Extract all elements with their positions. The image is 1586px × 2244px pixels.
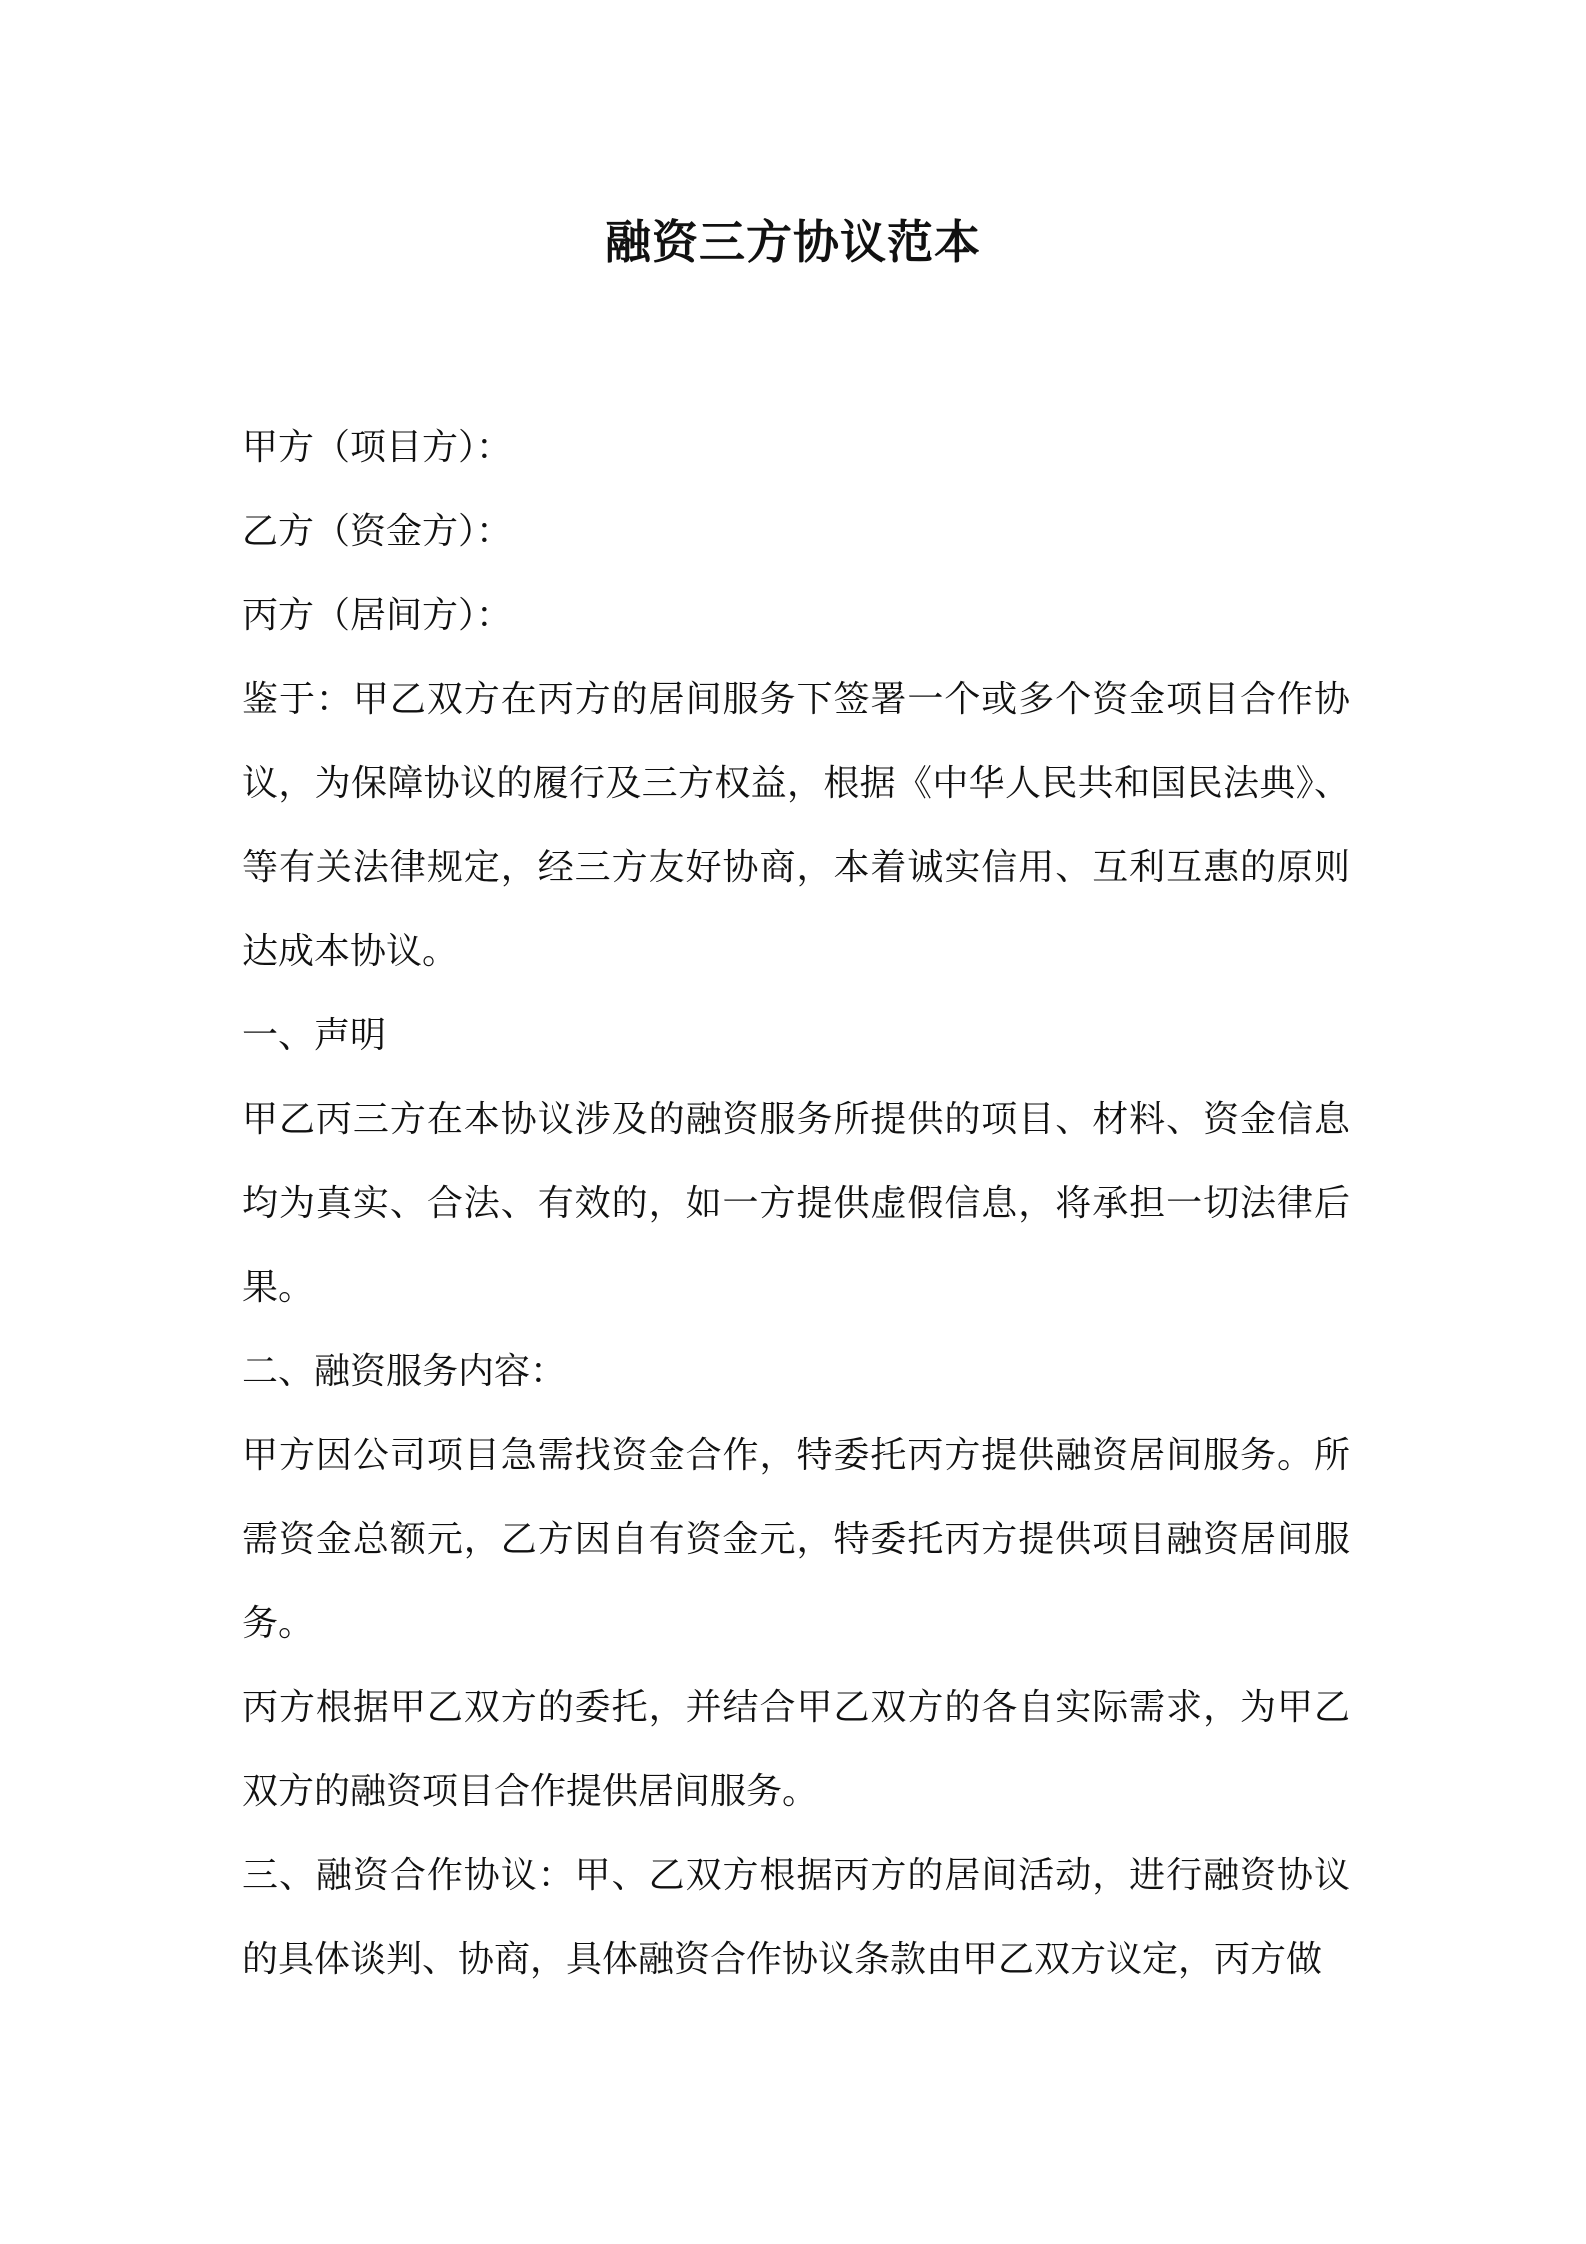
section-1-heading: 一、声明: [242, 1015, 387, 1056]
party-a-line: 甲方（项目方）：: [242, 427, 513, 468]
party-c-line: 丙方（居间方）：: [242, 595, 513, 636]
section-2-paragraph-1: 甲方因公司项目急需找资金合作，特委托丙方提供融资居间服务。所需资金总额元，乙方因自有资金元，特委托丙方提供项目融资居间服务。: [242, 1435, 1350, 1644]
section-2-paragraph-2: 丙方根据甲乙双方的委托，并结合甲乙双方的各自实际需求，为甲乙双方的融资项目合作提供居间服务。: [242, 1687, 1350, 1812]
whereas-paragraph: 鉴于：甲乙双方在丙方的居间服务下签署一个或多个资金项目合作协议，为保障协议的履行及三方权益，根据《中华人民共和国民法典》、等有关法律规定，经三方友好协商，本着诚实信用、互利互惠的原则达成本协议。: [242, 679, 1350, 972]
document-body: [242, 406, 1350, 2002]
party-b-line: 乙方（资金方）：: [242, 511, 513, 552]
section-2-heading: 二、融资服务内容：: [242, 1351, 567, 1392]
section-3-paragraph: 三、融资合作协议：甲、乙双方根据丙方的居间活动，进行融资协议的具体谈判、协商，具体融资合作协议条款由甲乙双方议定，丙方做: [242, 1855, 1350, 1980]
document-title: 融资三方协议范本: [605, 215, 981, 269]
section-1-paragraph: 甲乙丙三方在本协议涉及的融资服务所提供的项目、材料、资金信息均为真实、合法、有效的，如一方提供虚假信息，将承担一切法律后果。: [242, 1099, 1350, 1308]
